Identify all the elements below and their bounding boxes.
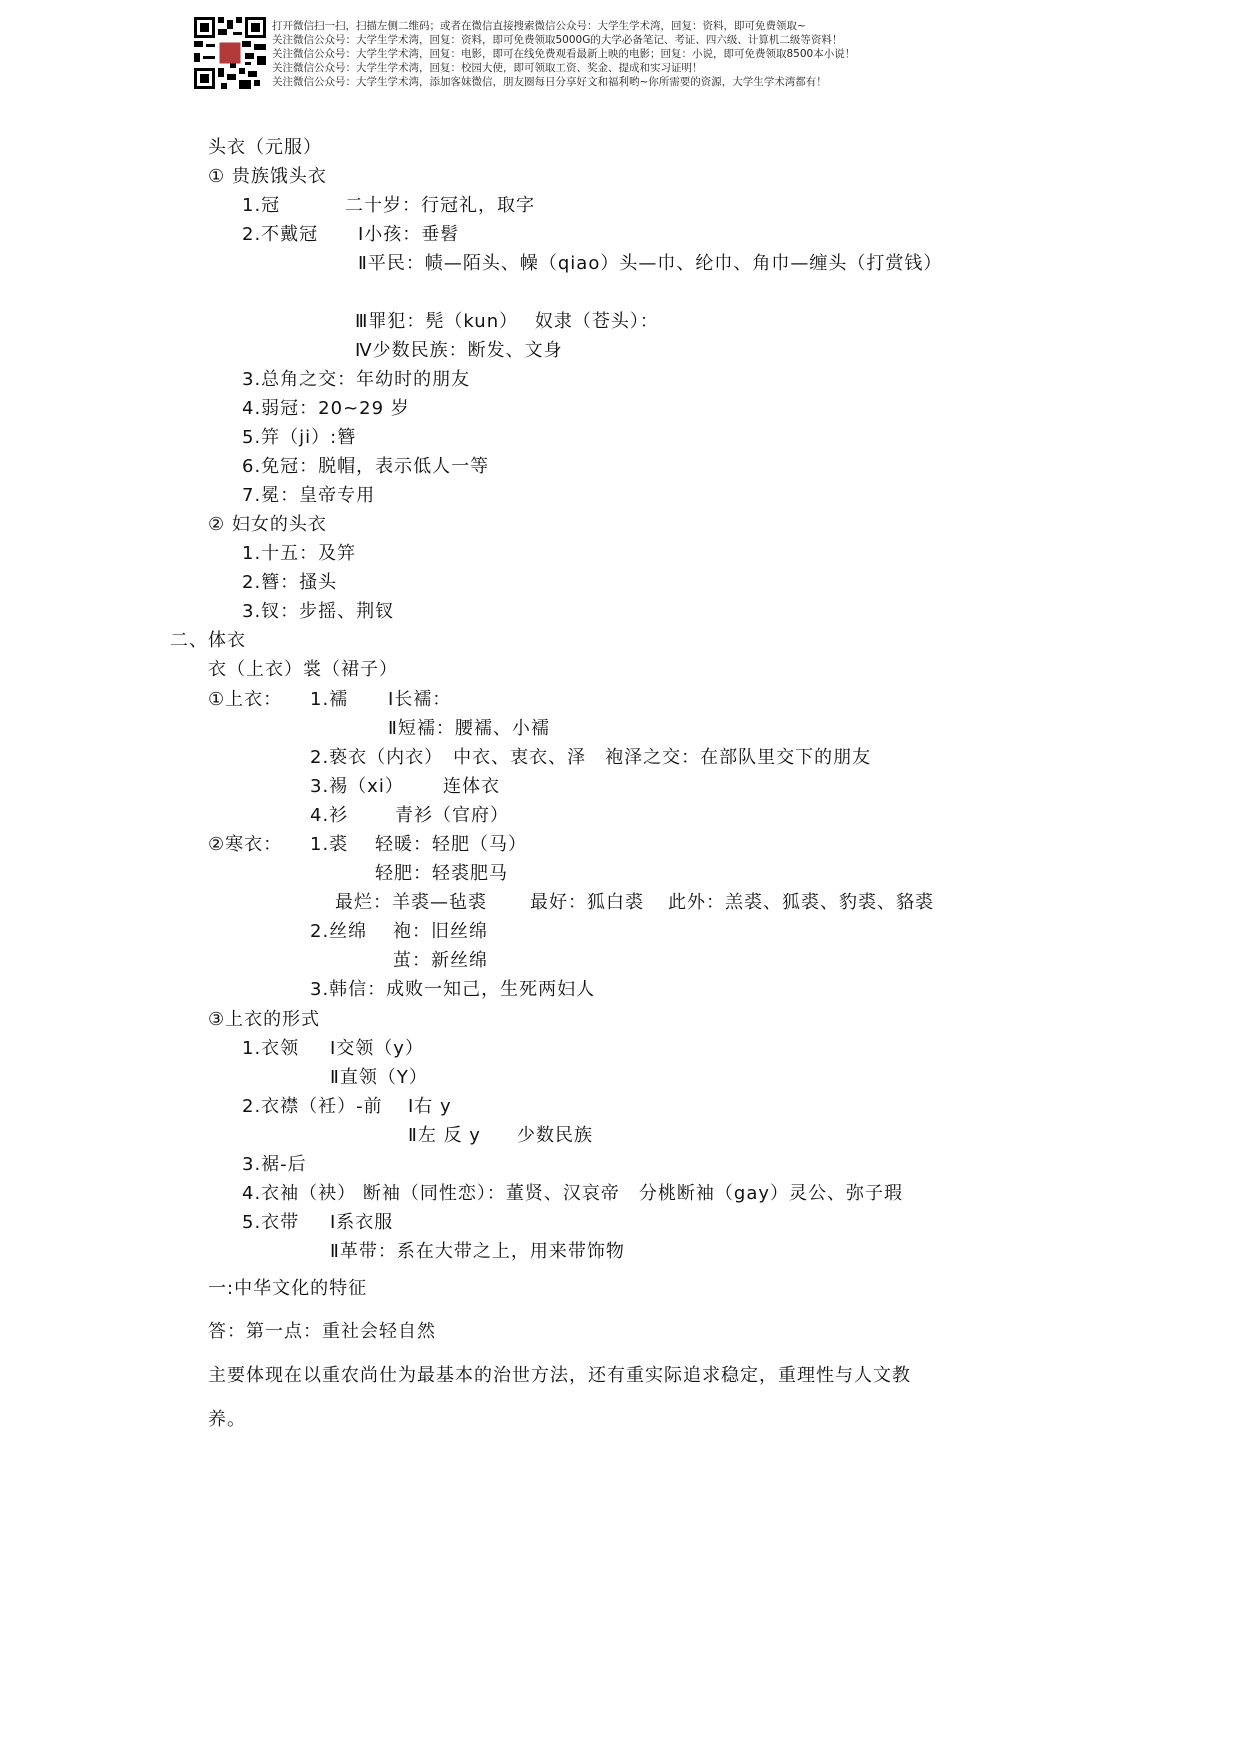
text-line: 3.钗：步摇、荆钗 xyxy=(242,601,395,622)
text-line: 1.裘 xyxy=(310,834,349,855)
qr-code-icon xyxy=(194,17,266,89)
header-line: 关注微信公众号：大学生学术湾，回复：校园大使，即可领取工资、奖金、提成和实习证明！ xyxy=(272,62,703,74)
text-line: 此外：羔裘、狐裘、豹裘、貉裘 xyxy=(668,892,934,913)
text-line: 2.簪：搔头 xyxy=(242,572,338,593)
text-line: 袍：旧丝绵 xyxy=(393,921,488,942)
text-line: 6.免冠：脱帽，表示低人一等 xyxy=(242,456,490,477)
paragraph-line: 养。 xyxy=(208,1409,246,1430)
text-line: 4.衣袖（袂） 断袖（同性恋）：董贤、汉哀帝 分桃断袖（gay）灵公、弥子瑕 xyxy=(242,1183,904,1204)
text-line: Ⅲ罪犯：髡（kun） 奴隶（苍头）： xyxy=(355,311,659,332)
subheading: ③上衣的形式 xyxy=(208,1009,321,1030)
text-line: 2.衣襟（衽）-前 xyxy=(242,1096,383,1117)
text-line: 3.裾-后 xyxy=(242,1154,307,1175)
text-line: Ⅰ交领（y） xyxy=(330,1038,424,1059)
text-line: Ⅱ左 反 y xyxy=(408,1125,481,1146)
text-line: 7.冕：皇帝专用 xyxy=(242,485,376,506)
text-line: 少数民族 xyxy=(517,1125,593,1146)
text-line: 2.不戴冠 xyxy=(242,224,319,245)
text-line: Ⅰ系衣服 xyxy=(330,1212,394,1233)
text-line: 3.总角之交：年幼时的朋友 xyxy=(242,369,471,390)
subheading: ①上衣： xyxy=(208,689,283,710)
text-line: Ⅱ短襦：腰襦、小襦 xyxy=(388,718,550,739)
answer-line: 答：第一点：重社会轻自然 xyxy=(208,1321,436,1342)
section-heading: 头衣（元服） xyxy=(208,137,322,158)
header-line: 打开微信扫一扫，扫描左侧二维码；或者在微信直接搜索微信公众号：大学生学术湾，回复：资料，即可免费领取~ xyxy=(272,20,806,32)
text-line: 最好：狐白裘 xyxy=(530,892,644,913)
paragraph-line: 主要体现在以重农尚仕为最基本的治世方法，还有重实际追求稳定，重理性与人文教 xyxy=(208,1365,911,1386)
header-line: 关注微信公众号：大学生学术湾，回复：资料，即可免费领取5000G的大学必备笔记、考证、四六级、计算机二级等资料！ xyxy=(272,34,843,46)
text-line: Ⅳ少数民族：断发、文身 xyxy=(355,340,563,361)
text-line: 3.裼（xi） xyxy=(310,776,404,797)
text-line: Ⅱ直领（Y） xyxy=(330,1067,428,1088)
text-line: 4.弱冠：20~29 岁 xyxy=(242,398,410,419)
text-line: 2.丝绵 xyxy=(310,921,368,942)
text-line: 茧：新丝绵 xyxy=(393,950,488,971)
subheading: ② 妇女的头衣 xyxy=(208,514,327,535)
subheading: ① 贵族饿头衣 xyxy=(208,166,327,187)
header-line: 关注微信公众号：大学生学术湾，回复：电影，即可在线免费观看最新上映的电影；回复：小说，即可免费领取8500本小说！ xyxy=(272,48,856,60)
text-line: 2.亵衣（内衣） 中衣、衷衣、泽 袍泽之交：在部队里交下的朋友 xyxy=(310,747,872,768)
text-line: 轻肥：轻裘肥马 xyxy=(375,863,508,884)
question-heading: 一:中华文化的特征 xyxy=(208,1278,368,1299)
text-line: 1.衣领 xyxy=(242,1038,300,1059)
text-line: Ⅰ长襦： xyxy=(388,689,452,710)
subheading: ②寒衣： xyxy=(208,834,283,855)
text-line: 二十岁：行冠礼，取字 xyxy=(345,195,535,216)
text-line: 1.十五：及笄 xyxy=(242,543,357,564)
text-line: 最烂：羊裘—毡裘 xyxy=(335,892,487,913)
text-line: Ⅱ革带：系在大带之上，用来带饰物 xyxy=(330,1241,625,1262)
text-line: 1.冠 xyxy=(242,195,281,216)
text-line: Ⅰ右 y xyxy=(408,1096,452,1117)
text-line: 1.襦 xyxy=(310,689,349,710)
subheading: 衣（上衣）裳（裙子） xyxy=(208,659,398,680)
text-line: 5.衣带 xyxy=(242,1212,300,1233)
header-line: 关注微信公众号：大学生学术湾，添加客妹微信，朋友圈每日分享好文和福利哟~你所需要的资源，大学生学术湾都有！ xyxy=(272,76,827,88)
text-line: 青衫（官府） xyxy=(395,805,509,826)
text-line: 4.衫 xyxy=(310,805,349,826)
text-line: Ⅱ平民：帻—陌头、幧（qiao）头—巾、纶巾、角巾—缠头（打赏钱） xyxy=(358,253,943,274)
text-line: 轻暖：轻肥（马） xyxy=(375,834,527,855)
text-line: 连体衣 xyxy=(443,776,500,797)
text-line: 3.韩信：成败一知己，生死两妇人 xyxy=(310,979,596,1000)
section-heading: 二、体衣 xyxy=(170,630,246,651)
text-line: Ⅰ小孩：垂髫 xyxy=(358,224,460,245)
text-line: 5.笄（ji）:簪 xyxy=(242,427,357,448)
